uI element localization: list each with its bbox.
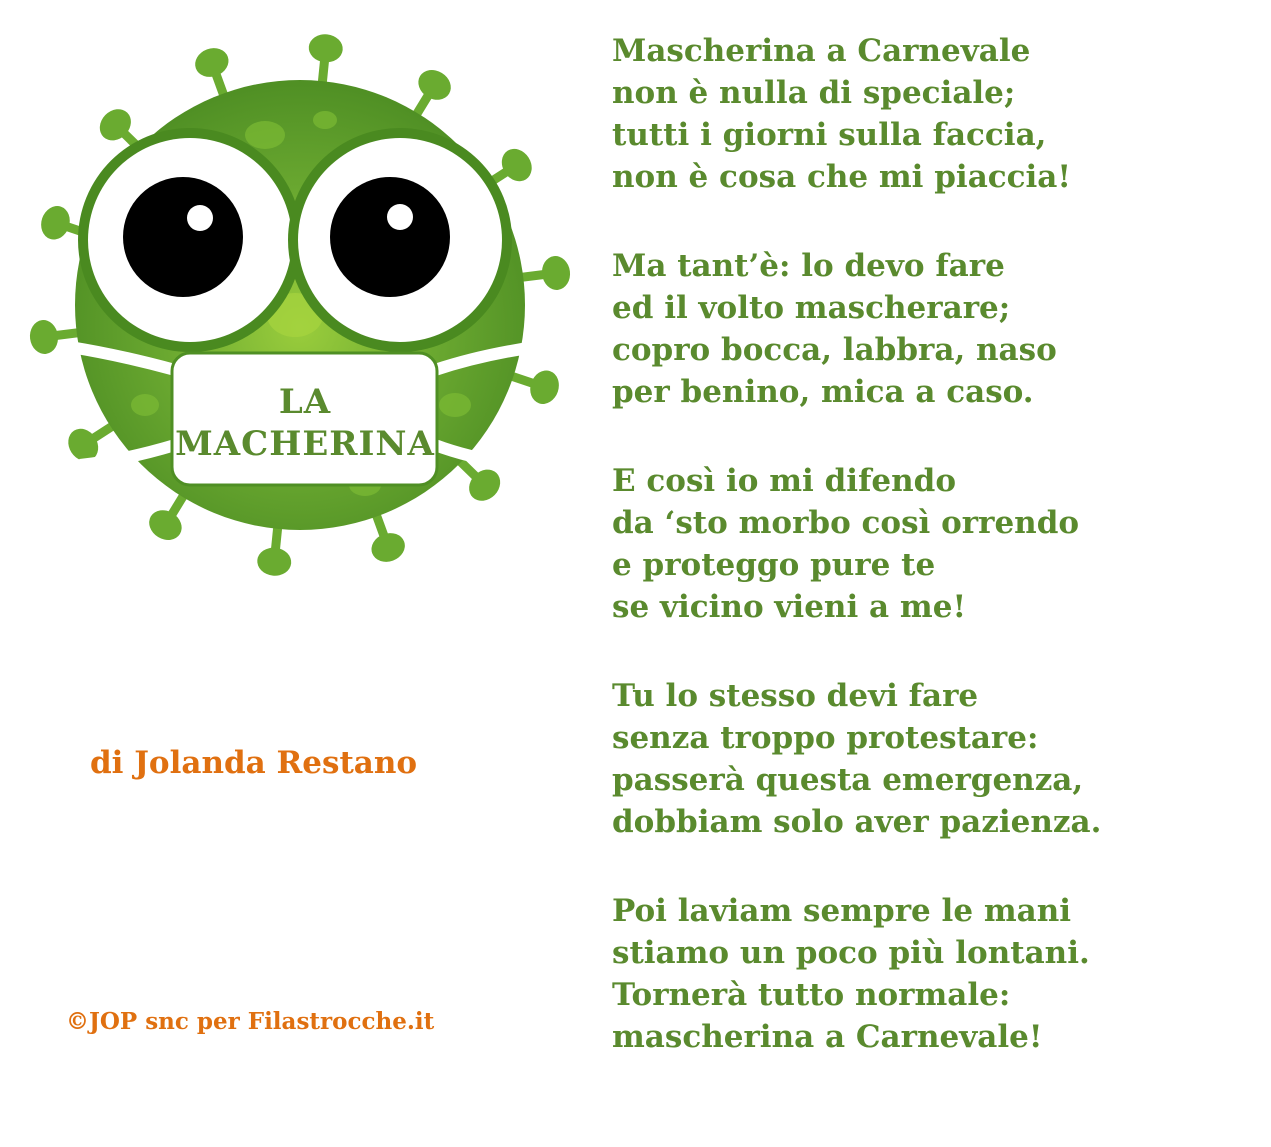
poem-line: stiamo un poco più lontani. bbox=[612, 935, 1090, 971]
poem-line: ed il volto mascherare; bbox=[612, 290, 1011, 326]
poem-line: senza troppo protestare: bbox=[612, 720, 1039, 756]
virus-illustration bbox=[25, 25, 585, 585]
poem-line: Tu lo stesso devi fare bbox=[612, 678, 979, 714]
poem-line: per benino, mica a caso. bbox=[612, 374, 1034, 410]
mask-title-line1: LA bbox=[278, 382, 332, 422]
virus-spike-tip bbox=[367, 528, 409, 566]
stanza bbox=[612, 675, 1267, 843]
stanza bbox=[612, 460, 1267, 628]
stanza bbox=[612, 30, 1267, 198]
virus-spike-tip bbox=[540, 254, 572, 291]
virus-spike-tip bbox=[191, 44, 233, 82]
poem-line: Poi laviam sempre le mani bbox=[612, 893, 1072, 929]
poem-line: copro bocca, labbra, naso bbox=[612, 332, 1057, 368]
poem-line: e proteggo pure te bbox=[612, 547, 936, 583]
poem bbox=[612, 30, 1267, 1105]
virus-with-mask-icon bbox=[25, 25, 585, 585]
poem-line: se vicino vieni a me! bbox=[612, 589, 967, 625]
author-credit: di Jolanda Restano bbox=[90, 745, 418, 781]
stanza bbox=[612, 245, 1267, 413]
poem-line: Mascherina a Carnevale bbox=[612, 33, 1031, 69]
virus-spike-tip bbox=[28, 318, 60, 355]
virus-spike-tip bbox=[496, 143, 538, 187]
poem-line: non è cosa che mi piaccia! bbox=[612, 159, 1072, 195]
right-eye bbox=[288, 128, 512, 352]
virus-spike-tip bbox=[256, 546, 293, 577]
poem-line: mascherina a Carnevale! bbox=[612, 1019, 1043, 1055]
virus-spike-tip bbox=[37, 202, 74, 243]
poem-line: Ma tant’è: lo devo fare bbox=[612, 248, 1005, 284]
poem-line: passerà questa emergenza, bbox=[612, 762, 1084, 798]
poem-line: dobbiam solo aver pazienza. bbox=[612, 804, 1102, 840]
mask-title-line2: MACHERINA bbox=[175, 424, 435, 464]
virus-spike-tip bbox=[526, 367, 563, 408]
virus-spike-tip bbox=[144, 504, 188, 546]
stanza bbox=[612, 890, 1267, 1058]
left-eye bbox=[78, 128, 302, 352]
poem-line: tutti i giorni sulla faccia, bbox=[612, 117, 1047, 153]
virus-spike-tip bbox=[413, 64, 457, 106]
copyright-notice: ©JOP snc per Filastrocche.it bbox=[66, 1008, 435, 1035]
poem-line: E così io mi difendo bbox=[612, 463, 957, 499]
poem-line: non è nulla di speciale; bbox=[612, 75, 1016, 111]
poem-line: Tornerà tutto normale: bbox=[612, 977, 1011, 1013]
poem-line: da ‘sto morbo così orrendo bbox=[612, 505, 1080, 541]
virus-spike-tip bbox=[307, 33, 344, 64]
